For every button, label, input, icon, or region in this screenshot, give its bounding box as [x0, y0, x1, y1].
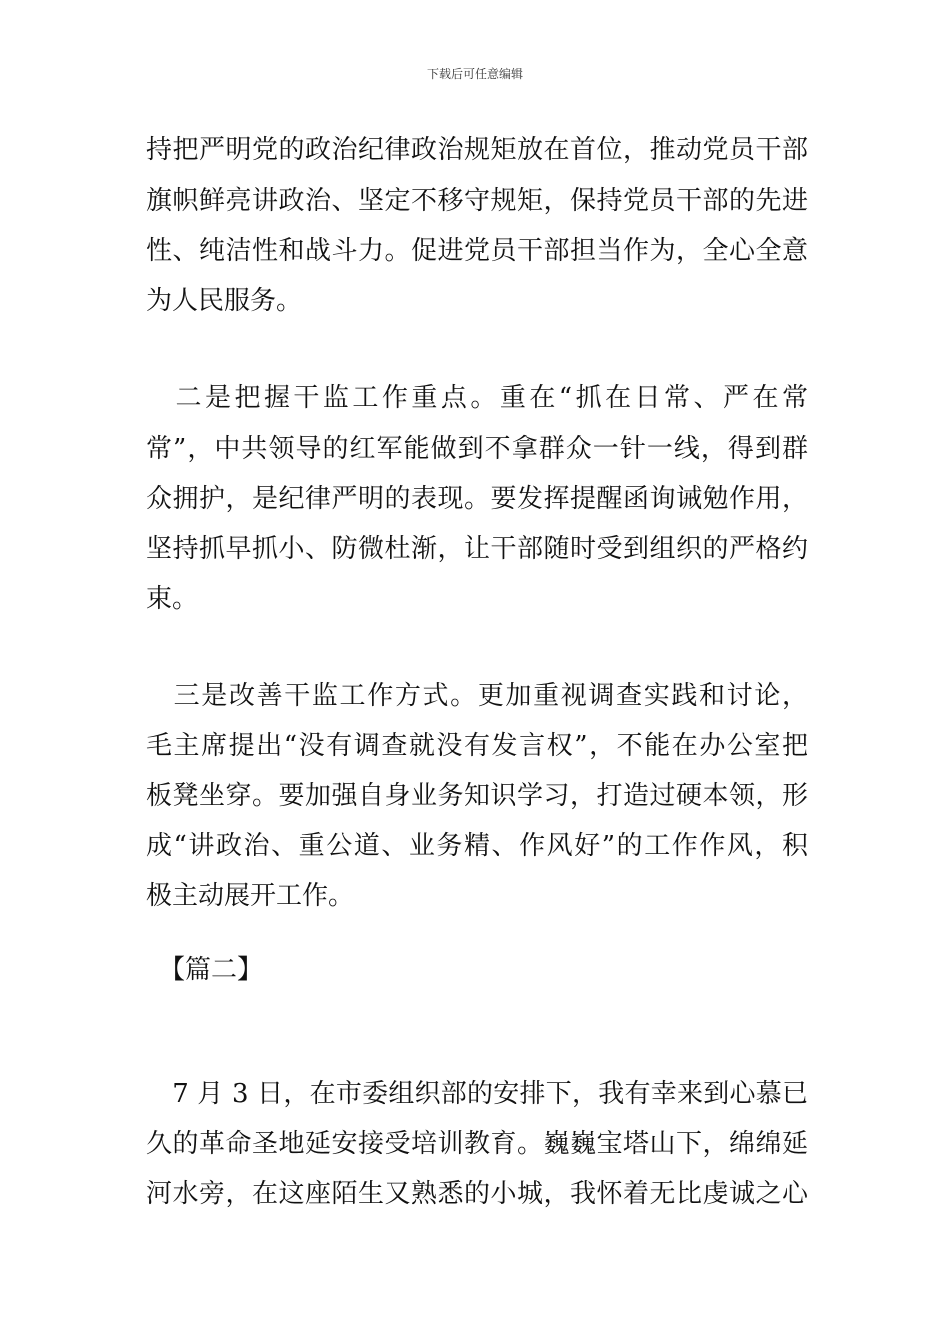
- paragraph-line: 成“讲政治、重公道、业务精、作风好”的工作作风，积: [146, 831, 808, 861]
- paragraph-line: 毛主席提出“没有调查就没有发言权”，不能在办公室把: [146, 731, 808, 761]
- paragraph-line: 板凳坐穿。要加强自身业务知识学习，打造过硬本领，形: [146, 781, 808, 811]
- paragraph-line: 性、纯洁性和战斗力。促进党员干部担当作为，全心全意: [146, 236, 808, 266]
- paragraph-line: 二是把握干监工作重点。重在“抓在日常、严在常: [146, 383, 808, 413]
- paragraph-line: 7 月 3 日，在市委组织部的安排下，我有幸来到心慕已: [146, 1079, 808, 1109]
- paragraph-line: 河水旁，在这座陌生又熟悉的小城，我怀着无比虔诚之心: [146, 1179, 808, 1209]
- paragraph-line: 极主动展开工作。: [146, 881, 355, 911]
- paragraph-line: 三是改善干监工作方式。更加重视调查实践和讨论，: [146, 681, 808, 711]
- paragraph-line: 常”，中共领导的红军能做到不拿群众一针一线，得到群: [146, 434, 808, 464]
- paragraph-line: 束。: [146, 584, 199, 614]
- page-header: 下载后可任意编辑: [426, 67, 523, 81]
- paragraph-line: 为人民服务。: [146, 286, 303, 316]
- paragraph-line: 众拥护，是纪律严明的表现。要发挥提醒函询诫勉作用，: [146, 484, 808, 514]
- paragraph-line: 旗帜鲜亮讲政治、坚定不移守规矩，保持党员干部的先进: [146, 186, 808, 216]
- section-heading: 【篇二】: [146, 955, 264, 985]
- paragraph-line: 久的革命圣地延安接受培训教育。巍巍宝塔山下，绵绵延: [146, 1129, 808, 1159]
- paragraph-line: 坚持抓早抓小、防微杜渐，让干部随时受到组织的严格约: [146, 534, 808, 564]
- paragraph-line: 持把严明党的政治纪律政治规矩放在首位，推动党员干部: [146, 135, 808, 165]
